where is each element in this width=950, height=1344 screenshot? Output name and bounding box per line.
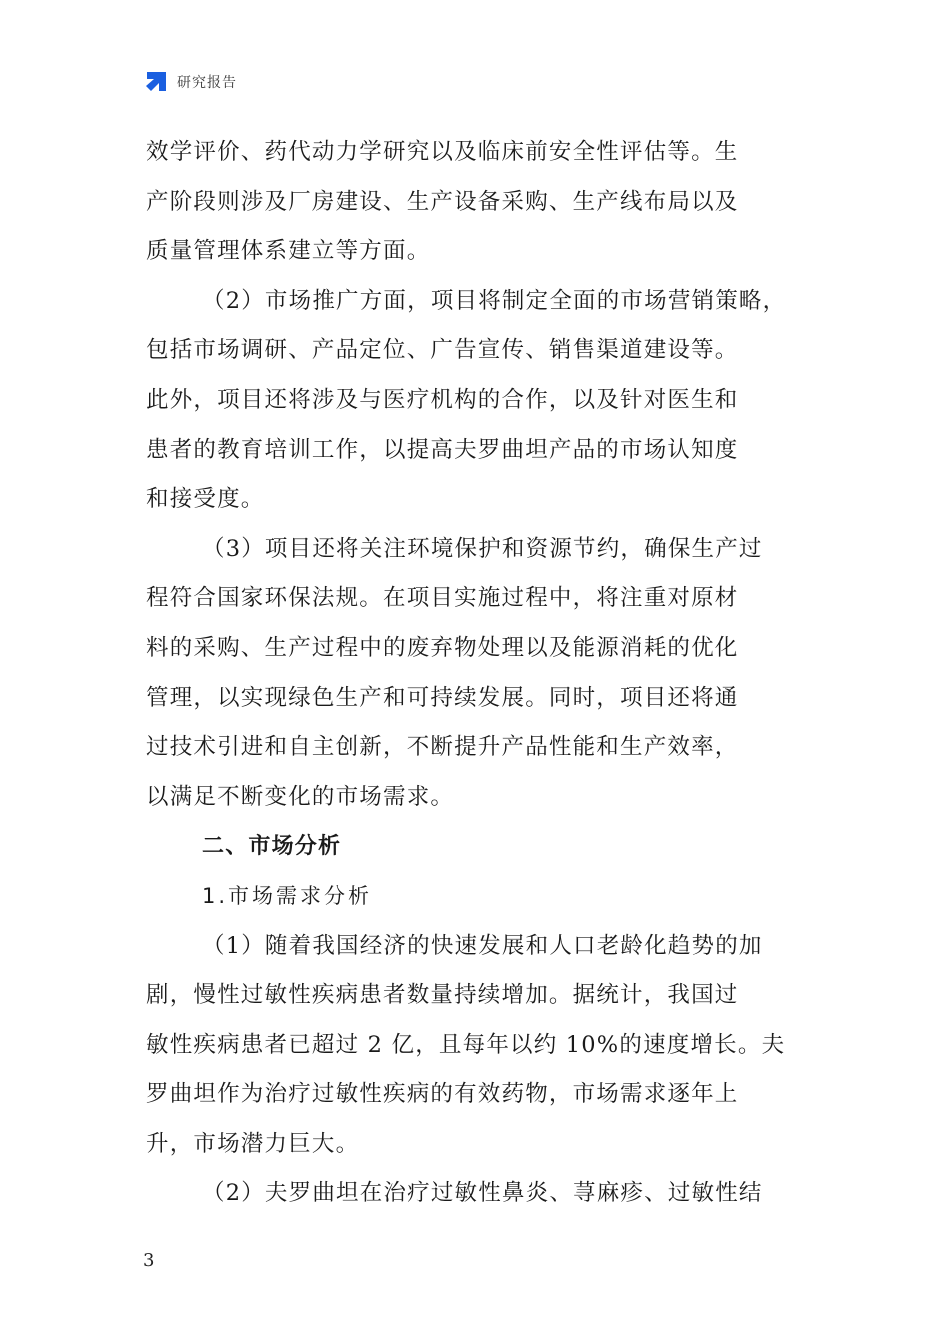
paragraph-first-line: （1）随着我国经济的快速发展和人口老龄化趋势的加 bbox=[202, 932, 763, 959]
text-line: 罗曲坦作为治疗过敏性疾病的有效药物，市场需求逐年上 bbox=[146, 1081, 739, 1108]
text-line: 料的采购、生产过程中的废弃物处理以及能源消耗的优化 bbox=[146, 634, 739, 661]
text-line: 此外，项目还将涉及与医疗机构的合作，以及针对医生和 bbox=[146, 386, 739, 413]
paragraph-first-line: （3）项目还将关注环境保护和资源节约，确保生产过 bbox=[202, 535, 763, 562]
paragraph-first-line: （2）市场推广方面，项目将制定全面的市场营销策略， bbox=[202, 287, 787, 314]
header-title: 研究报告 bbox=[177, 75, 237, 91]
text-line: 和接受度。 bbox=[146, 486, 265, 513]
text-line: 敏性疾病患者已超过 2 亿，且每年以约 10%的速度增长。夫 bbox=[146, 1031, 786, 1058]
text-line: 包括市场调研、产品定位、广告宣传、销售渠道建设等。 bbox=[146, 337, 739, 364]
text-line: 产阶段则涉及厂房建设、生产设备采购、生产线布局以及 bbox=[146, 188, 739, 215]
subsection-heading: 1.市场需求分析 bbox=[202, 883, 373, 908]
report-header bbox=[143, 68, 237, 96]
text-line: 过技术引进和自主创新，不断提升产品性能和生产效率， bbox=[146, 734, 739, 761]
section-heading: 二、市场分析 bbox=[202, 834, 342, 860]
text-line: 剧，慢性过敏性疾病患者数量持续增加。据统计，我国过 bbox=[146, 982, 739, 1009]
text-line: 升，市场潜力巨大。 bbox=[146, 1130, 360, 1157]
text-line: 质量管理体系建立等方面。 bbox=[146, 238, 431, 265]
text-line: 管理，以实现绿色生产和可持续发展。同时，项目还将通 bbox=[146, 684, 739, 711]
page-number: 3 bbox=[143, 1250, 155, 1271]
arrow-up-right-logo-icon bbox=[143, 69, 169, 95]
text-line: 以满足不断变化的市场需求。 bbox=[146, 783, 455, 810]
text-line: 患者的教育培训工作，以提高夫罗曲坦产品的市场认知度 bbox=[146, 436, 739, 463]
paragraph-first-line: （2）夫罗曲坦在治疗过敏性鼻炎、荨麻疹、过敏性结 bbox=[202, 1180, 763, 1207]
document-body bbox=[146, 128, 814, 1219]
text-line: 程符合国家环保法规。在项目实施过程中，将注重对原材 bbox=[146, 585, 739, 612]
text-line: 效学评价、药代动力学研究以及临床前安全性评估等。生 bbox=[146, 139, 739, 165]
